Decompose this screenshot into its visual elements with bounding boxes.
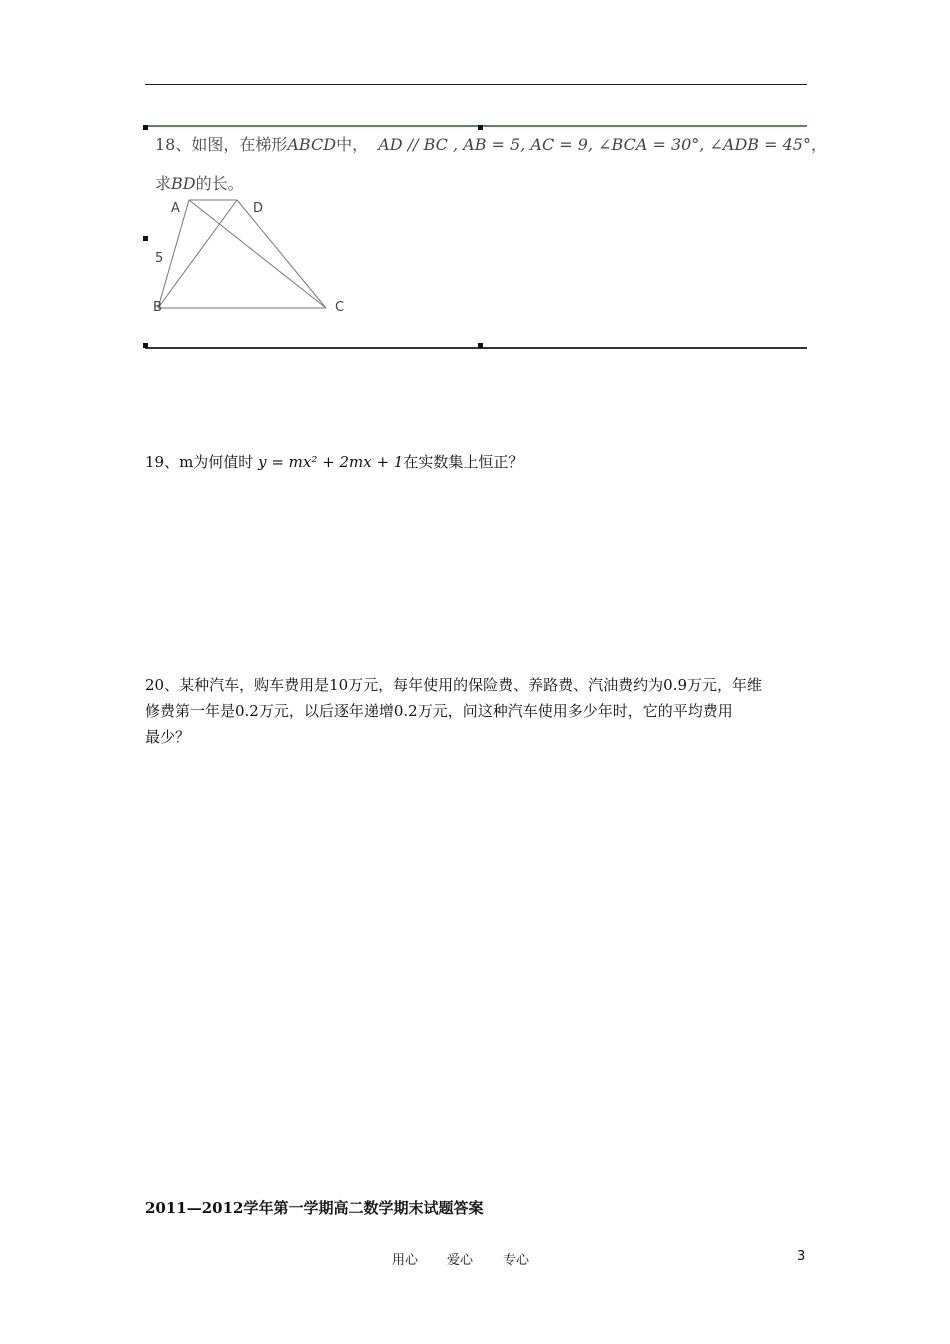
q19-prefix: 19、m为何值时 — [145, 453, 254, 471]
header-rule — [145, 84, 807, 85]
trapezoid-figure — [145, 190, 365, 320]
resize-handle-top-left[interactable] — [143, 125, 148, 130]
side-length-ab: 5 — [155, 251, 164, 266]
resize-handle-top-middle[interactable] — [478, 125, 483, 130]
q18-conditions: AD // BC , AB = 5, AC = 9, ∠BCA = 30°, ∠ADB = 45° — [378, 135, 811, 154]
q19-function: y = mx² + 2mx + 1 — [258, 453, 404, 471]
diagonal-bd — [158, 200, 237, 308]
question-19 — [145, 449, 523, 475]
vertex-label-a: A — [171, 201, 180, 216]
q18-mid: 中， — [336, 135, 369, 154]
question-20-line-2: 修费第一年是0.2万元，以后逐年递增0.2万元，问这种汽车使用多少年时，它的平均费用 — [145, 702, 733, 720]
figure-frame-bottom — [145, 347, 807, 349]
resize-handle-bottom-middle[interactable] — [478, 343, 483, 348]
diagonal-ac — [189, 200, 326, 308]
resize-handle-bottom-left[interactable] — [143, 343, 148, 348]
footer-motto-1: 用心 — [392, 1253, 419, 1268]
segment-dc — [237, 200, 326, 308]
question-18-line-1 — [155, 132, 827, 158]
answer-section-title: 2011—2012学年第一学期高二数学期末试题答案 — [145, 1199, 484, 1217]
footer-motto-2: 爱心 — [447, 1253, 474, 1268]
vertex-label-b: B — [153, 300, 162, 315]
q19-suffix: 在实数集上恒正？ — [403, 453, 524, 471]
q18-trapezoid-name: ABCD — [287, 135, 337, 154]
footer-motto-3: 专心 — [503, 1253, 530, 1268]
vertex-label-c: C — [335, 300, 345, 315]
q18-bd: BD — [171, 174, 196, 193]
figure-frame-top — [145, 125, 807, 127]
q18-line2-prefix: 求 — [155, 174, 172, 193]
question-20-line-3: 最少？ — [145, 728, 191, 746]
q18-line2-suffix: 的长。 — [195, 174, 244, 193]
page-number: 3 — [797, 1249, 806, 1264]
q18-end: ， — [810, 135, 827, 154]
vertex-label-d: D — [253, 201, 264, 216]
q18-prefix: 18、如图，在梯形 — [155, 135, 288, 154]
question-20-line-1: 20、某种汽车，购车费用是10万元，每年使用的保险费、养路费、汽油费约为0.9万元，年维 — [145, 676, 763, 694]
